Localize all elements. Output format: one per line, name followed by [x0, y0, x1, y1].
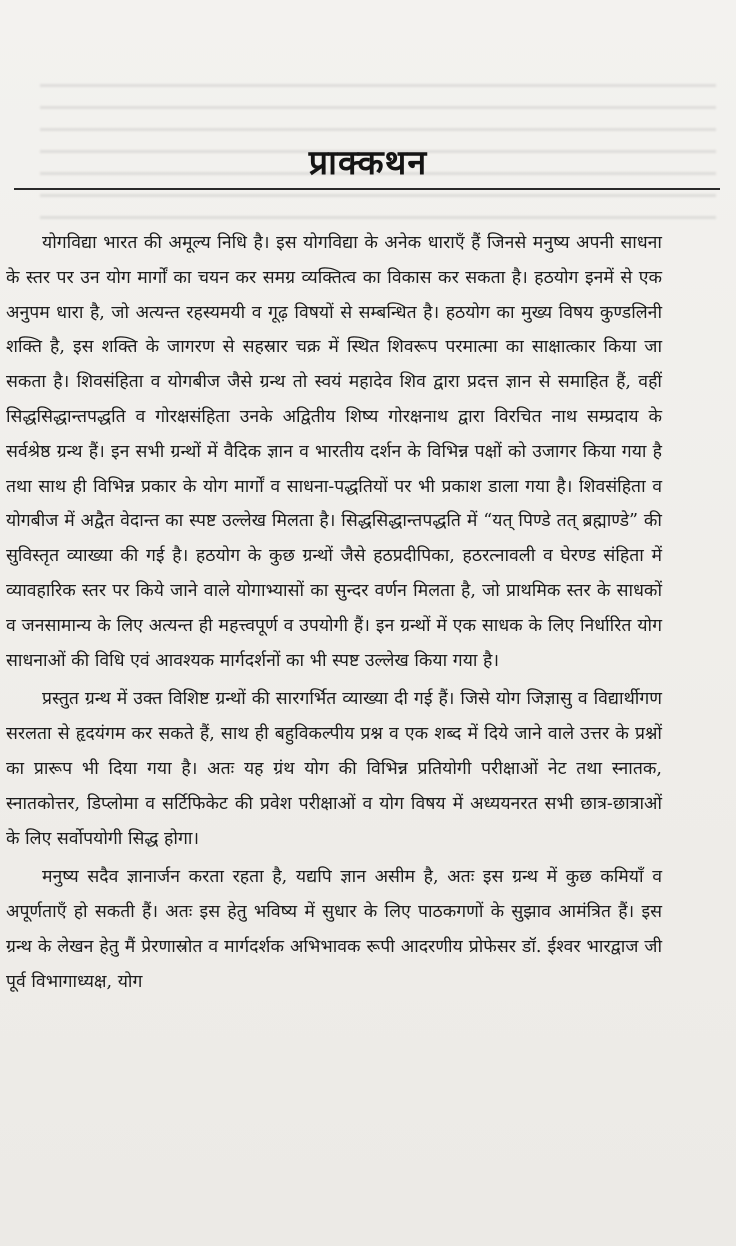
paragraph-1: योगविद्या भारत की अमूल्य निधि है। इस योगविद्या के अनेक धाराएँ हैं जिनसे मनुष्य अपनी साधना के स्तर पर उन योग मार्गों का चयन कर समग्र व्यक्तित्व का विकास कर सकता है। हठयोग इनमें से एक अनुपम धारा है, जो अत्यन्त रहस्यमयी व गूढ़ विषयों से सम्बन्धित है। हठयोग का मुख्य विषय कुण्डलिनी शक्ति है, इस शक्ति के जागरण से सहस्रार चक्र में स्थित शिवरूप परमात्मा का साक्षात्कार किया जा सकता है। शिवसंहिता व योगबीज जैसे ग्रन्थ तो स्वयं महादेव शिव द्वारा प्रदत्त ज्ञान से समाहित हैं, वहीं सिद्धसिद्धान्तपद्धति व गोरक्षसंहिता उनके अद्वितीय शिष्य गोरक्षनाथ द्वारा विरचित नाथ सम्प्रदाय के सर्वश्रेष्ठ ग्रन्थ हैं। इन सभी ग्रन्थों में वैदिक ज्ञान व भारतीय दर्शन के विभिन्न पक्षों को उजागर किया गया है तथा साथ ही विभिन्न प्रकार के योग मार्गों व साधना-पद्धतियों पर भी प्रकाश डाला गया है। शिवसंहिता व योगबीज में अद्वैत वेदान्त का स्पष्ट उल्लेख मिलता है। सिद्धसिद्धान्तपद्धति में “यत् पिण्डे तत् ब्रह्माण्डे” की सुविस्तृत व्याख्या की गई है। हठयोग के कुछ ग्रन्थों जैसे हठप्रदीपिका, हठरत्नावली व घेरण्ड संहिता में व्यावहारिक स्तर पर किये जाने वाले योगाभ्यासों का सुन्दर वर्णन मिलता है, जो प्राथमिक स्तर के साधकों व जनसामान्य के लिए अत्यन्त ही महत्त्वपूर्ण व उपयोगी हैं। इन ग्रन्थों में एक साधक के लिए निर्धारित योग साधनाओं की विधि एवं आवश्यक मार्गदर्शनों का भी स्पष्ट उल्लेख किया गया है। — [6, 233, 662, 671]
page-title: प्राक्कथन — [308, 143, 428, 183]
paragraph-2: प्रस्तुत ग्रन्थ में उक्त विशिष्ट ग्रन्थों की सारगर्भित व्याख्या दी गई हैं। जिसे योग जिज्ञासु व विद्यार्थीगण सरलता से हृदयंगम कर सकते हैं, साथ ही बहुविकल्पीय प्रश्न व एक शब्द में दिये जाने वाले उत्तर के प्रश्नों का प्रारूप भी दिया गया है। अतः यह ग्रंथ योग की विभिन्न प्रतियोगी परीक्षाओं नेट तथा स्नातक, स्नातकोत्तर, डिप्लोमा व सर्टिफिकेट की प्रवेश परीक्षाओं व योग विषय में अध्ययनरत सभी छात्र-छात्राओं के लिए सर्वोपयोगी सिद्ध होगा। — [6, 689, 662, 849]
preface-body — [6, 226, 662, 1000]
paragraph-3: मनुष्य सदैव ज्ञानार्जन करता रहता है, यद्यपि ज्ञान असीम है, अतः इस ग्रन्थ में कुछ कमियाँ व अपूर्णताएँ हो सकती हैं। अतः इस हेतु भविष्य में सुधार के लिए पाठकगणों के सुझाव आमंत्रित हैं। इस ग्रन्थ के लेखन हेतु मैं प्रेरणास्रोत व मार्गदर्शक अभिभावक रूपी आदरणीय प्रोफेसर डॉ. ईश्वर भारद्वाज जी पूर्व विभागाध्यक्ष, योग — [6, 867, 662, 992]
title-divider — [14, 188, 720, 190]
